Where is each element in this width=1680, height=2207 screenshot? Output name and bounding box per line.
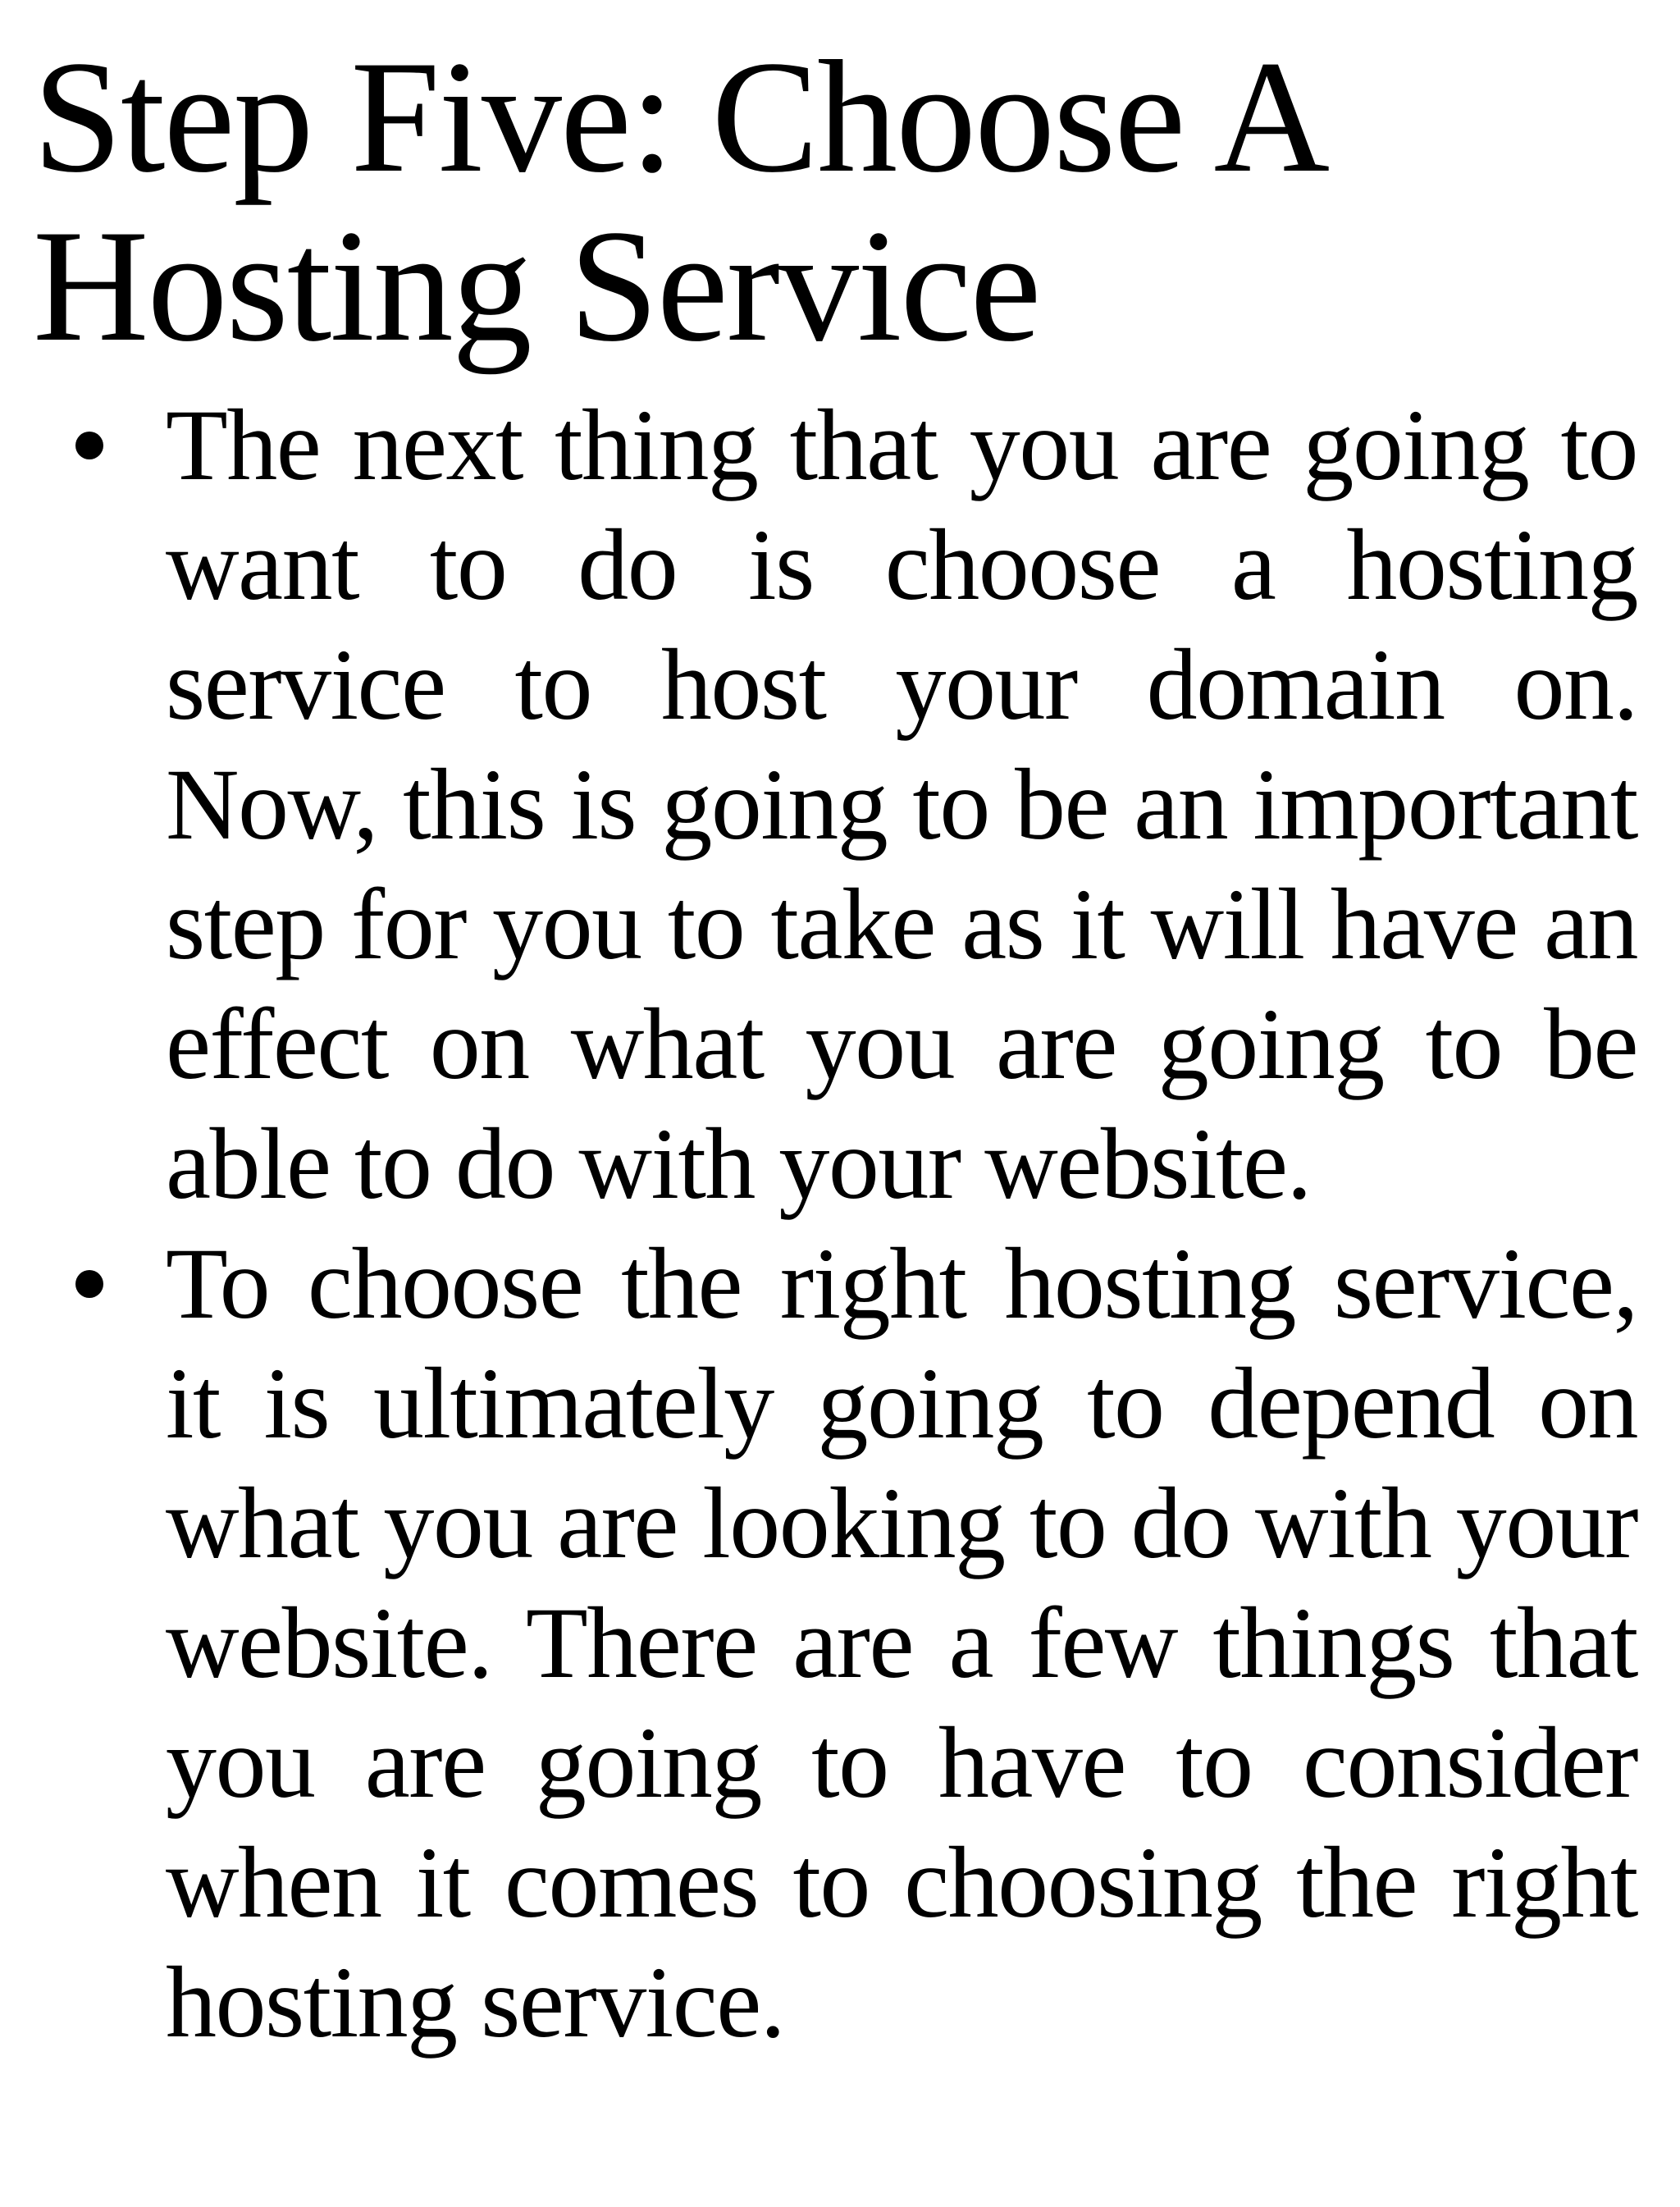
bullet-dot-icon xyxy=(75,1270,103,1298)
bullet-item xyxy=(33,386,1637,1224)
bullet-item xyxy=(33,1224,1637,2063)
bullet-list xyxy=(33,386,1637,2063)
bullet-text: To choose the right hosting service, it is ultimately going to depend on what you are looking to do with your website. There are a few things that you are going to have to consider when it comes to choosing the right hosting service. xyxy=(166,1227,1637,2058)
bullet-text: The next thing that you are going to want to do is choose a hosting service to host your domain on. Now, this is going to be an important step for you to take as it will have an effect on what you are going to be able to do with your website. xyxy=(166,389,1637,1220)
page-title: Step Five: Choose A Hosting Service xyxy=(33,28,1320,375)
bullet-dot-icon xyxy=(75,432,103,459)
